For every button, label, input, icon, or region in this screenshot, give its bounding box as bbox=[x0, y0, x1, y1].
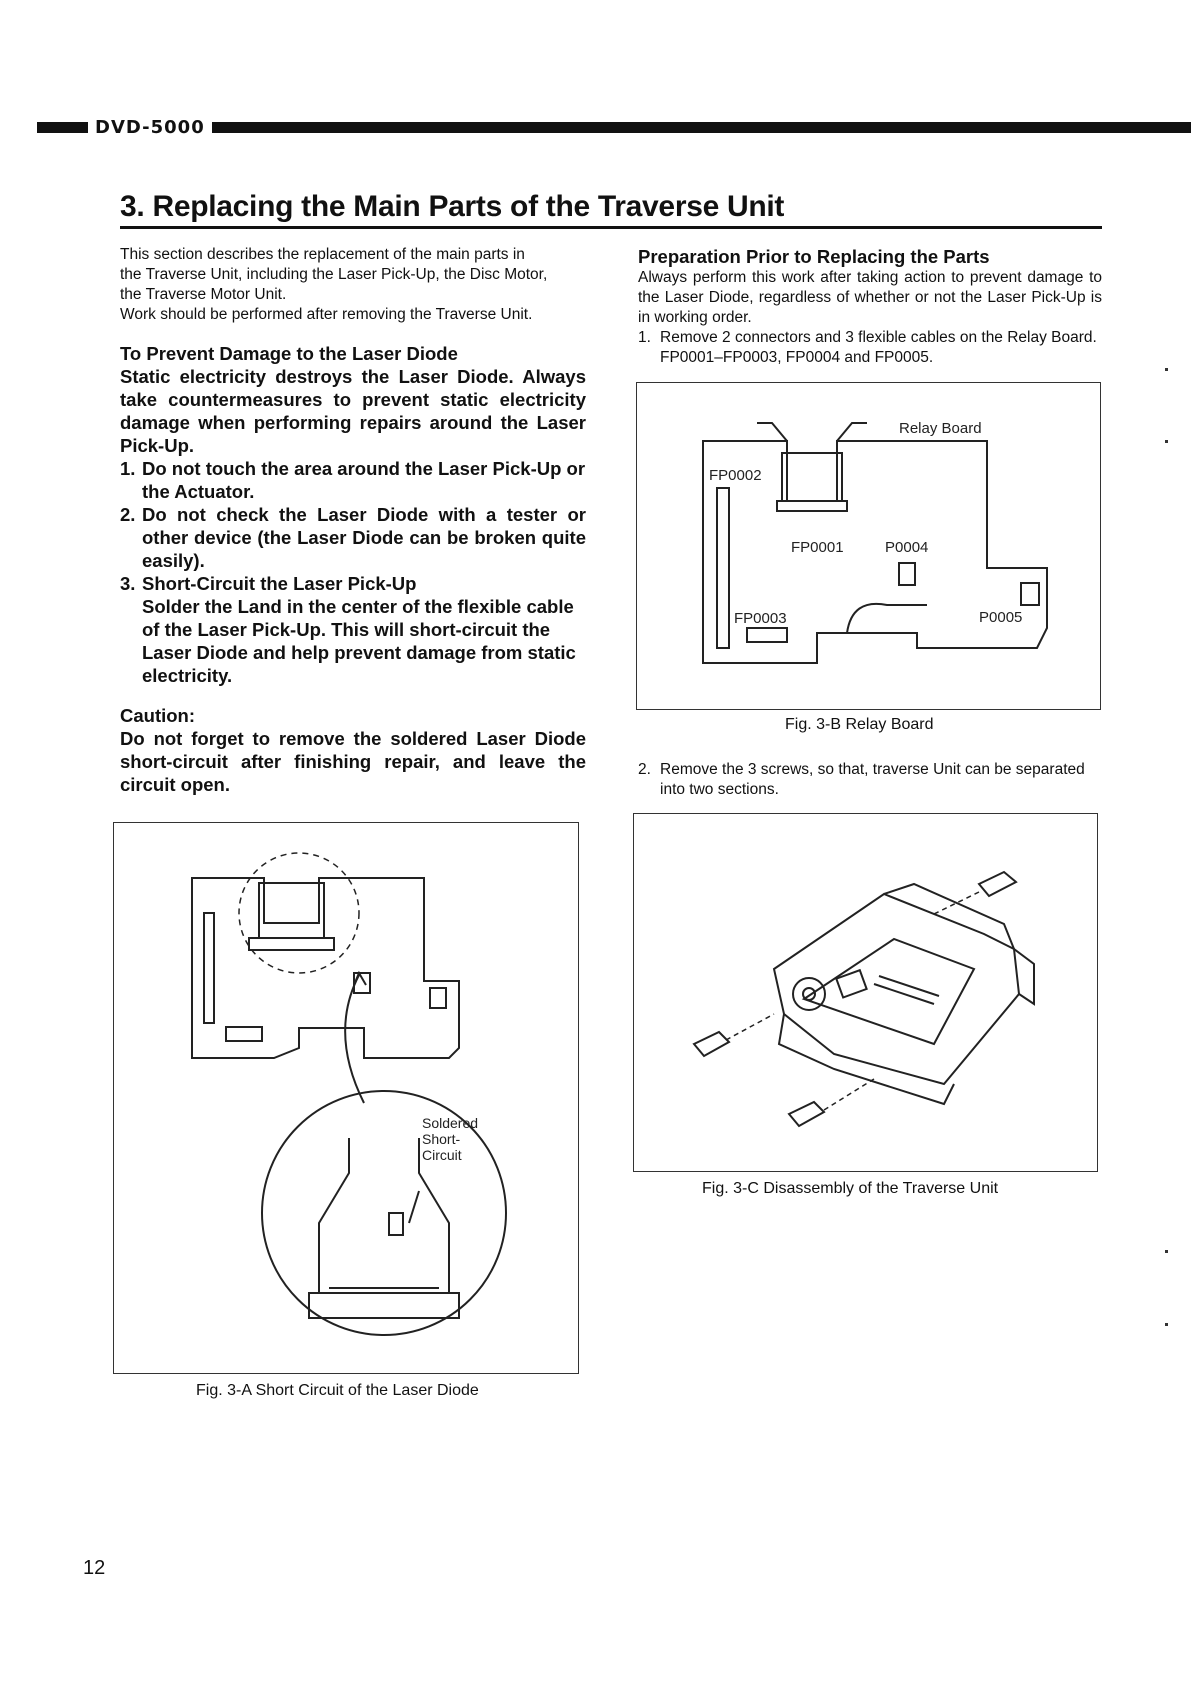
relay-board-drawing bbox=[637, 383, 1099, 708]
label-relay-board: Relay Board bbox=[899, 420, 982, 437]
caution-text: Do not forget to remove the soldered Laser Diode short-circuit after finishing repair, and leave the circuit open. bbox=[120, 728, 586, 795]
intro-text: This section describes the replacement of the main parts in the Traverse Unit, including the Laser Pick-Up, the Disc Motor, the Traverse Motor Unit. Work should be performed after removing the Traverse Unit. bbox=[120, 246, 548, 323]
page-number: 12 bbox=[83, 1557, 106, 1579]
figure-relay-board bbox=[636, 382, 1101, 710]
title-rule bbox=[120, 226, 1102, 229]
label-fp0003: FP0003 bbox=[734, 610, 787, 627]
margin-mark bbox=[1165, 1250, 1168, 1253]
margin-mark bbox=[1165, 1323, 1168, 1326]
left-column bbox=[120, 245, 586, 796]
disassembly-drawing bbox=[634, 814, 1096, 1170]
margin-mark bbox=[1165, 368, 1168, 371]
section-title: 3. Replacing the Main Parts of the Traverse Unit bbox=[120, 190, 785, 223]
margin-mark bbox=[1165, 440, 1168, 443]
caution-label: Caution: bbox=[120, 705, 196, 726]
label-p0004: P0004 bbox=[885, 539, 929, 556]
list-item: 1. Do not touch the area around the Laser Pick-Up or the Actuator. bbox=[120, 458, 586, 502]
caption-fig-a: Fig. 3-A Short Circuit of the Laser Diode bbox=[196, 1382, 479, 1399]
figure-short-circuit bbox=[113, 822, 579, 1374]
label-fp0002: FP0002 bbox=[709, 467, 762, 484]
caption-fig-c: Fig. 3-C Disassembly of the Traverse Unit bbox=[702, 1180, 999, 1197]
right-column bbox=[638, 245, 1102, 368]
list-item: 2. Do not check the Laser Diode with a tester or other device (the Laser Diode can be broken quite easily). bbox=[120, 504, 586, 571]
prep-body: Always perform this work after taking action to prevent damage to the Laser Diode, regardless of whether or not the Laser Pick-Up is in working order. bbox=[638, 269, 1102, 326]
short-circuit-drawing bbox=[114, 823, 577, 1372]
step-1: 1. Remove 2 connectors and 3 flexible cables on the Relay Board. FP0001–FP0003, FP0004 and FP0005. bbox=[638, 329, 1097, 366]
prevent-body: Static electricity destroys the Laser Diode. Always take countermeasures to prevent static electricity damage when performing repairs around the Laser Pick-Up. bbox=[120, 366, 586, 456]
caption-fig-b: Fig. 3-B Relay Board bbox=[785, 716, 934, 733]
list-item: 3. Short-Circuit the Laser Pick-Up Solder the Land in the center of the flexible cable of the Laser Pick-Up. This will short-circuit the Laser Diode and help prevent damage from static electricity. bbox=[120, 573, 576, 686]
label-circuit: Circuit bbox=[422, 1147, 462, 1163]
prevent-heading: To Prevent Damage to the Laser Diode bbox=[120, 343, 458, 364]
header-model: DVD-5000 bbox=[95, 117, 205, 138]
label-p0005: P0005 bbox=[979, 609, 1023, 626]
figure-disassembly bbox=[633, 813, 1098, 1172]
label-short: Short- bbox=[422, 1131, 461, 1147]
header-block-mark bbox=[37, 122, 88, 133]
prep-heading: Preparation Prior to Replacing the Parts bbox=[638, 246, 990, 267]
step-2: 2. Remove the 3 screws, so that, traverse Unit can be separated into two sections. bbox=[638, 761, 1085, 798]
label-soldered: Soldered bbox=[422, 1115, 479, 1131]
label-fp0001: FP0001 bbox=[791, 539, 844, 556]
header-bar bbox=[212, 122, 1191, 133]
